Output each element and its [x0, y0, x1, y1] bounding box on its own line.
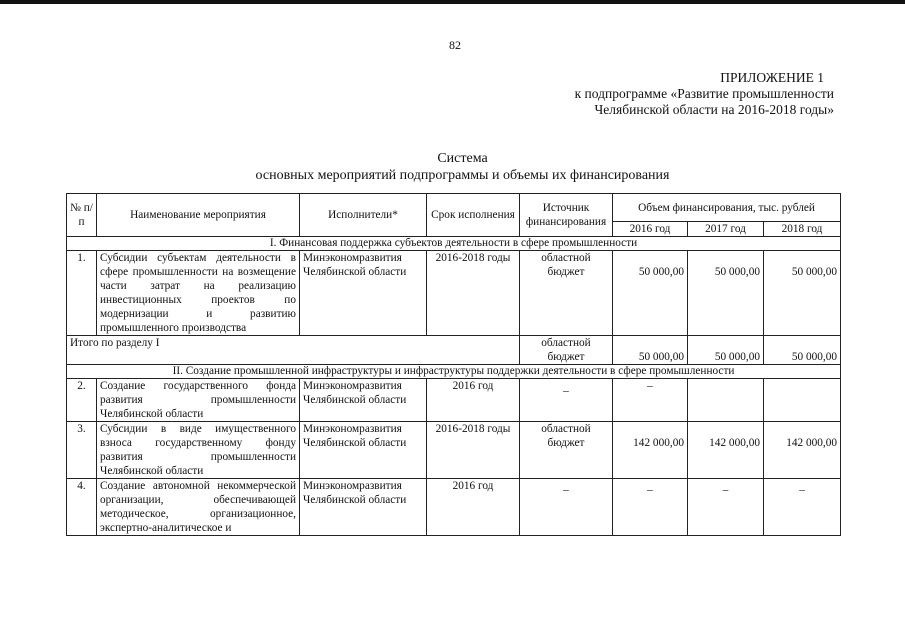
header-2018: 2018 год	[764, 222, 841, 237]
subtotal-row	[67, 336, 841, 365]
appendix-block	[575, 70, 834, 118]
row-3-name: Субсидии в виде имущественного взноса государственному фонду развития промышленности Челябинской области	[97, 422, 300, 479]
row-2-2017	[688, 379, 764, 422]
document-title	[200, 150, 725, 184]
row-3-2017: 142 000,00	[688, 422, 764, 479]
row-4-executor: Минэкономразвития Челябинской области	[300, 479, 427, 536]
row-1-source: областной бюджет	[520, 251, 613, 336]
subtotal-1-2017: 50 000,00	[688, 336, 764, 365]
appendix-line-2: к подпрограмме «Развитие промышленности	[574, 86, 834, 101]
row-4-num: 4.	[67, 479, 97, 536]
section-1-row	[67, 237, 841, 251]
row-1-name: Субсидии субъектам деятельности в сфере промышленности на возмещение части затрат на реализацию инвестиционных проектов по модернизации и развитию промышленного производства	[97, 251, 300, 336]
row-3-term: 2016-2018 годы	[427, 422, 520, 479]
row-4-2016: –	[613, 479, 688, 536]
subtotal-1-label: Итого по разделу I	[67, 336, 520, 365]
appendix-line-3: Челябинской области на 2016-2018 годы»	[594, 102, 834, 117]
row-2-term: 2016 год	[427, 379, 520, 422]
header-executor: Исполнители*	[300, 194, 427, 237]
header-term: Срок исполнения	[427, 194, 520, 237]
table-row	[67, 379, 841, 422]
section-2-row	[67, 365, 841, 379]
header-row	[67, 194, 841, 222]
row-3-2016: 142 000,00	[613, 422, 688, 479]
row-2-executor: Минэкономразвития Челябинской области	[300, 379, 427, 422]
row-4-2018: –	[764, 479, 841, 536]
scan-top-edge	[0, 0, 905, 4]
row-3-num: 3.	[67, 422, 97, 479]
page-number: 82	[449, 38, 461, 52]
table-row	[67, 422, 841, 479]
row-2-num: 2.	[67, 379, 97, 422]
row-1-2018: 50 000,00	[764, 251, 841, 336]
row-4-term: 2016 год	[427, 479, 520, 536]
header-volume: Объем финансирования, тыс. рублей	[613, 194, 841, 222]
row-1-executor: Минэкономразвития Челябинской области	[300, 251, 427, 336]
row-4-source: –	[520, 479, 613, 536]
row-4-name: Создание автономной некоммерческой организации, обеспечивающей методическое, организационное, экспертно-аналитическое и	[97, 479, 300, 536]
subtotal-1-2018: 50 000,00	[764, 336, 841, 365]
activities-table	[66, 193, 841, 536]
row-1-term: 2016-2018 годы	[427, 251, 520, 336]
row-2-2018	[764, 379, 841, 422]
row-1-num: 1.	[67, 251, 97, 336]
header-2016: 2016 год	[613, 222, 688, 237]
section-1-title: I. Финансовая поддержка субъектов деятельности в сфере промышленности	[67, 237, 841, 251]
table-row	[67, 479, 841, 536]
header-num: № п/п	[67, 194, 97, 237]
row-3-executor: Минэкономразвития Челябинской области	[300, 422, 427, 479]
row-2-source: –	[520, 379, 613, 422]
row-4-2017: –	[688, 479, 764, 536]
row-2-2016: –	[613, 379, 688, 422]
table-row	[67, 251, 841, 336]
subtotal-1-2016: 50 000,00	[613, 336, 688, 365]
header-source: Источник финансирования	[520, 194, 613, 237]
subtotal-1-source: областной бюджет	[520, 336, 613, 365]
section-2-title: II. Создание промышленной инфраструктуры и инфраструктуры поддержки деятельности в сфере промышленности	[67, 365, 841, 379]
row-3-source: областной бюджет	[520, 422, 613, 479]
header-name: Наименование мероприятия	[97, 194, 300, 237]
row-1-2016: 50 000,00	[613, 251, 688, 336]
appendix-title: ПРИЛОЖЕНИЕ 1	[720, 70, 824, 85]
document-title-line-1: Система	[437, 151, 488, 166]
row-2-name: Создание государственного фонда развития промышленности Челябинской области	[97, 379, 300, 422]
row-3-2018: 142 000,00	[764, 422, 841, 479]
header-2017: 2017 год	[688, 222, 764, 237]
row-1-2017: 50 000,00	[688, 251, 764, 336]
document-title-line-2: основных мероприятий подпрограммы и объемы их финансирования	[255, 168, 670, 183]
